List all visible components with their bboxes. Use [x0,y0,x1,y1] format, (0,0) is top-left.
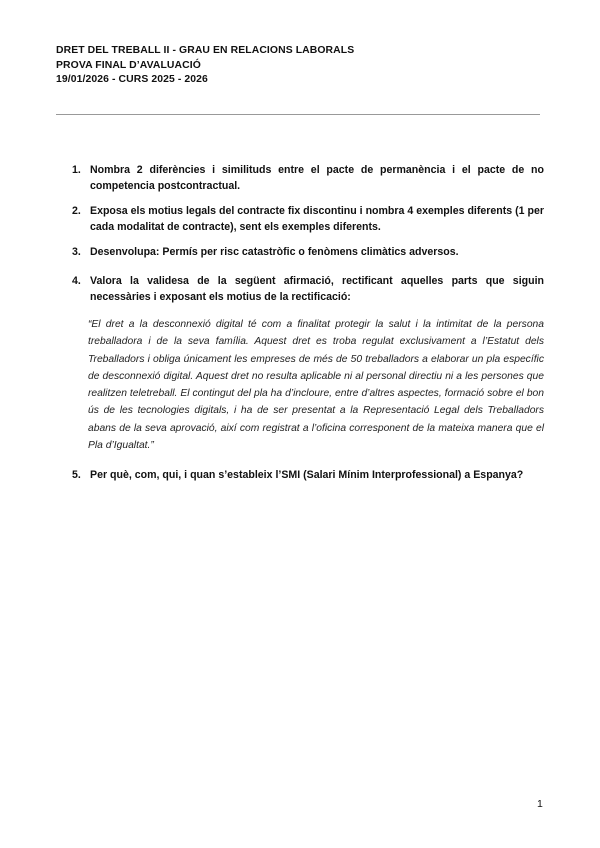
question-1 [72,162,544,194]
question-text: Valora la validesa de la següent afirmació, rectificant aquelles parts que siguin necessàries i exposant els motius de la rectificació: [90,275,544,303]
exam-title: PROVA FINAL D’AVALUACIÓ [56,59,201,71]
page-number: 1 [537,798,543,810]
question-number: 5. [72,469,81,481]
question-4 [72,273,544,305]
question-number: 2. [72,205,81,217]
question-text: Desenvolupa: Permís per risc catastròfic o fenòmens climàtics adversos. [90,246,459,258]
header-divider [56,114,540,115]
question-number: 4. [72,275,81,287]
quoted-statement: “El dret a la desconnexió digital té com a finalitat protegir la salut i la intimitat de la persona treballadora i de la seva família. Aquest dret es troba regulat exclusivament a l’Estatut dels Treballadors i obliga únicament les empreses de més de 50 treballadors a elaborar un pla específic de desconnexió digital. Aquest dret no resulta aplicable ni al personal directiu ni a les persones que realitzen teletreball. El contingut del pla ha d’incloure, entre d’altres aspectes, formació sobre el bon ús de les tecnologies digitals, i ha de ser presentat a la Representació Legal dels Treballadors abans de la seva aprovació, així com registrat a l’oficina corresponent de la mateixa manera que el Pla d’Igualtat.” [88,319,544,452]
exam-date: 19/01/2026 - CURS 2025 - 2026 [56,74,208,85]
document-header [56,44,354,88]
question-number: 3. [72,246,81,258]
course-title: DRET DEL TREBALL II - GRAU EN RELACIONS LABORALS [56,45,355,56]
question-5 [72,467,544,483]
question-text: Per què, com, qui, i quan s’estableix l’SMI (Salari Mínim Interprofessional) a Espanya? [90,469,524,481]
question-2 [72,203,544,235]
question-number: 1. [72,164,81,176]
question-3 [72,244,544,260]
question-text: Nombra 2 diferències i similituds entre el pacte de permanència i el pacte de no competencia postcontractual. [90,164,544,192]
question-text: Exposa els motius legals del contracte fix discontinu i nombra 4 exemples diferents (1 per cada modalitat de contracte), sent els exemples diferents. [90,205,544,233]
